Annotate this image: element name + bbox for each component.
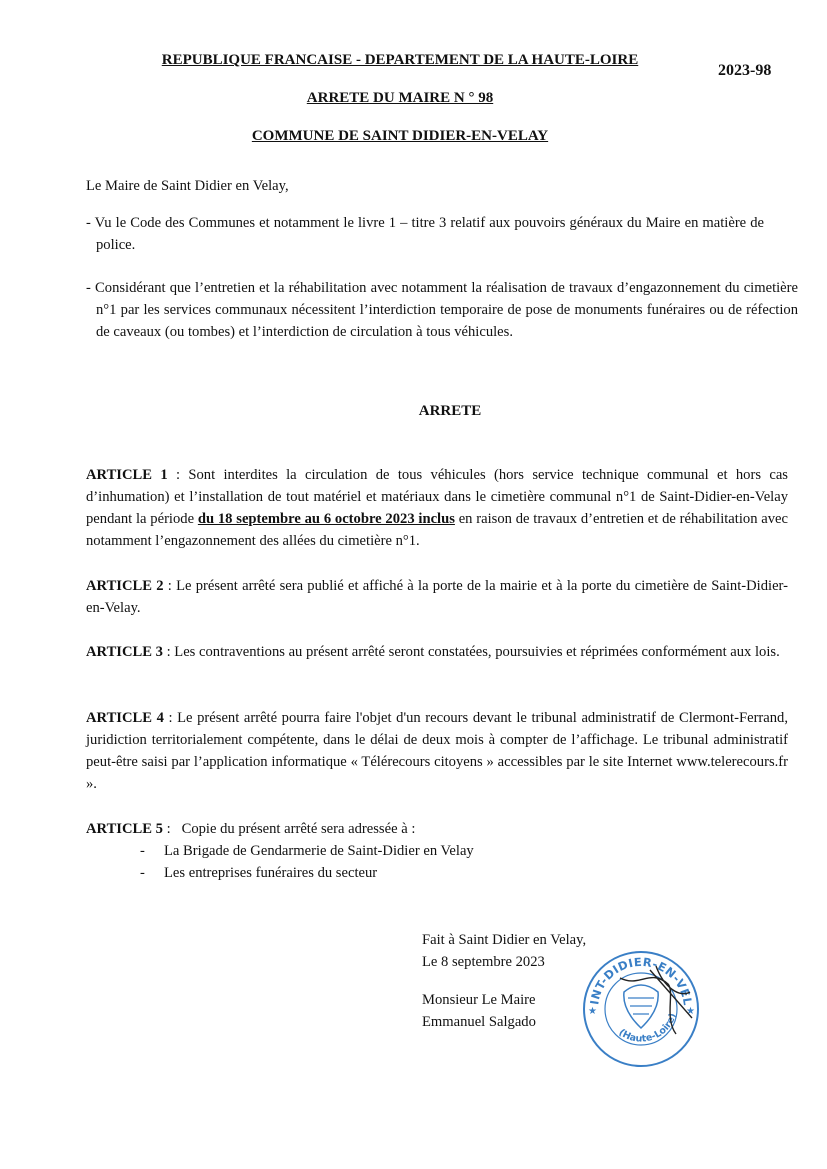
- list-item: [140, 862, 474, 884]
- signature-block: [422, 929, 586, 1033]
- list-item: [140, 840, 474, 862]
- article-2-label: ARTICLE 2: [86, 578, 164, 594]
- list-dash: -: [140, 843, 145, 859]
- vu-paragraph: - Vu le Code des Communes et notamment le livre 1 – titre 3 relatif aux pouvoirs généraux du Maire en matière de police.: [86, 215, 764, 253]
- intro-line: Le Maire de Saint Didier en Velay,: [86, 178, 289, 194]
- article-2: [86, 575, 788, 619]
- article-1-label: ARTICLE 1: [86, 467, 168, 483]
- considerant-paragraph: - Considérant que l’entretien et la réhabilitation avec notamment la réalisation de travaux d’engazonnement du cimetière n°1 par les services communaux nécessitent l’interdiction temporaire de pose de monuments funéraires ou de réfection de caveaux (ou tombes) et l’interdiction de circulation à tous véhicules.: [86, 280, 798, 340]
- svg-text:(Haute-Loire): [617, 1012, 679, 1045]
- article-2-text: : Le présent arrêté sera publié et affiché à la porte de la mairie et à la porte du cimetière de Saint-Didier-en-Velay.: [86, 578, 788, 616]
- stamp-top-text: INT-DIDIER-EN-VEL: [587, 954, 695, 1007]
- article-1-text-end: en raison de travaux d’entretien et de réhabilitation avec notamment l’engazonnement des allées du cimetière n°1.: [86, 511, 789, 549]
- header-arrete-number: ARRETE DU MAIRE N ° 98: [306, 90, 494, 106]
- recipient-funeral-companies: Les entreprises funéraires du secteur: [164, 865, 378, 881]
- stamp-seal-icon: [580, 948, 702, 1070]
- article-3: [86, 641, 788, 663]
- document-reference: 2023-98: [718, 62, 772, 79]
- article-1: [86, 464, 788, 552]
- article-5: [86, 818, 788, 840]
- recipient-list: [140, 840, 474, 884]
- article-5-text: : Copie du présent arrêté sera adressée à :: [162, 821, 416, 837]
- arrete-title: ARRETE: [418, 403, 482, 419]
- article-1-text: : Sont interdites la circulation de tous véhicules (hors service technique communal et hors cas d’inhumation) et l’installation de tout matériel et matériaux dans le cimetière communal n°1 de Saint-Didier-en-Velay pendant la période: [86, 467, 788, 527]
- header-department: REPUBLIQUE FRANCAISE - DEPARTEMENT DE LA HAUTE-LOIRE: [161, 52, 639, 68]
- article-4-label: ARTICLE 4: [86, 710, 164, 726]
- list-dash: -: [140, 865, 145, 881]
- article-4-text: : Le présent arrêté pourra faire l'objet d'un recours devant le tribunal administratif de Clermont-Ferrand, juridiction territorialement compétente, dans le délai de deux mois à compter de l’affichage. Le tribunal administratif peut-être saisi par l’application informatique « Télérecours citoyens » accessibles par le site Internet www.telerecours.fr ».: [86, 710, 789, 792]
- signature-place: Fait à Saint Didier en Velay,: [422, 932, 587, 948]
- mayor-stamp: [580, 948, 702, 1070]
- recipient-gendarmerie: La Brigade de Gendarmerie de Saint-Didier en Velay: [164, 843, 474, 859]
- signature-title: Monsieur Le Maire: [422, 992, 536, 1008]
- article-3-text: : Les contraventions au présent arrêté seront constatées, poursuivies et réprimées conformément aux lois.: [162, 644, 780, 660]
- article-4: [86, 707, 788, 795]
- article-5-label: ARTICLE 5: [86, 821, 163, 837]
- signature-date: Le 8 septembre 2023: [422, 954, 545, 970]
- svg-text:★: ★: [686, 1006, 695, 1017]
- signature-name: Emmanuel Salgado: [422, 1014, 536, 1030]
- header-commune: COMMUNE DE SAINT DIDIER-EN-VELAY: [251, 128, 549, 144]
- article-3-label: ARTICLE 3: [86, 644, 163, 660]
- article-1-period: du 18 septembre au 6 octobre 2023 inclus: [197, 511, 455, 527]
- stamp-bottom-text: (Haute-Loire): [616, 1011, 679, 1045]
- svg-text:★: ★: [588, 1006, 597, 1017]
